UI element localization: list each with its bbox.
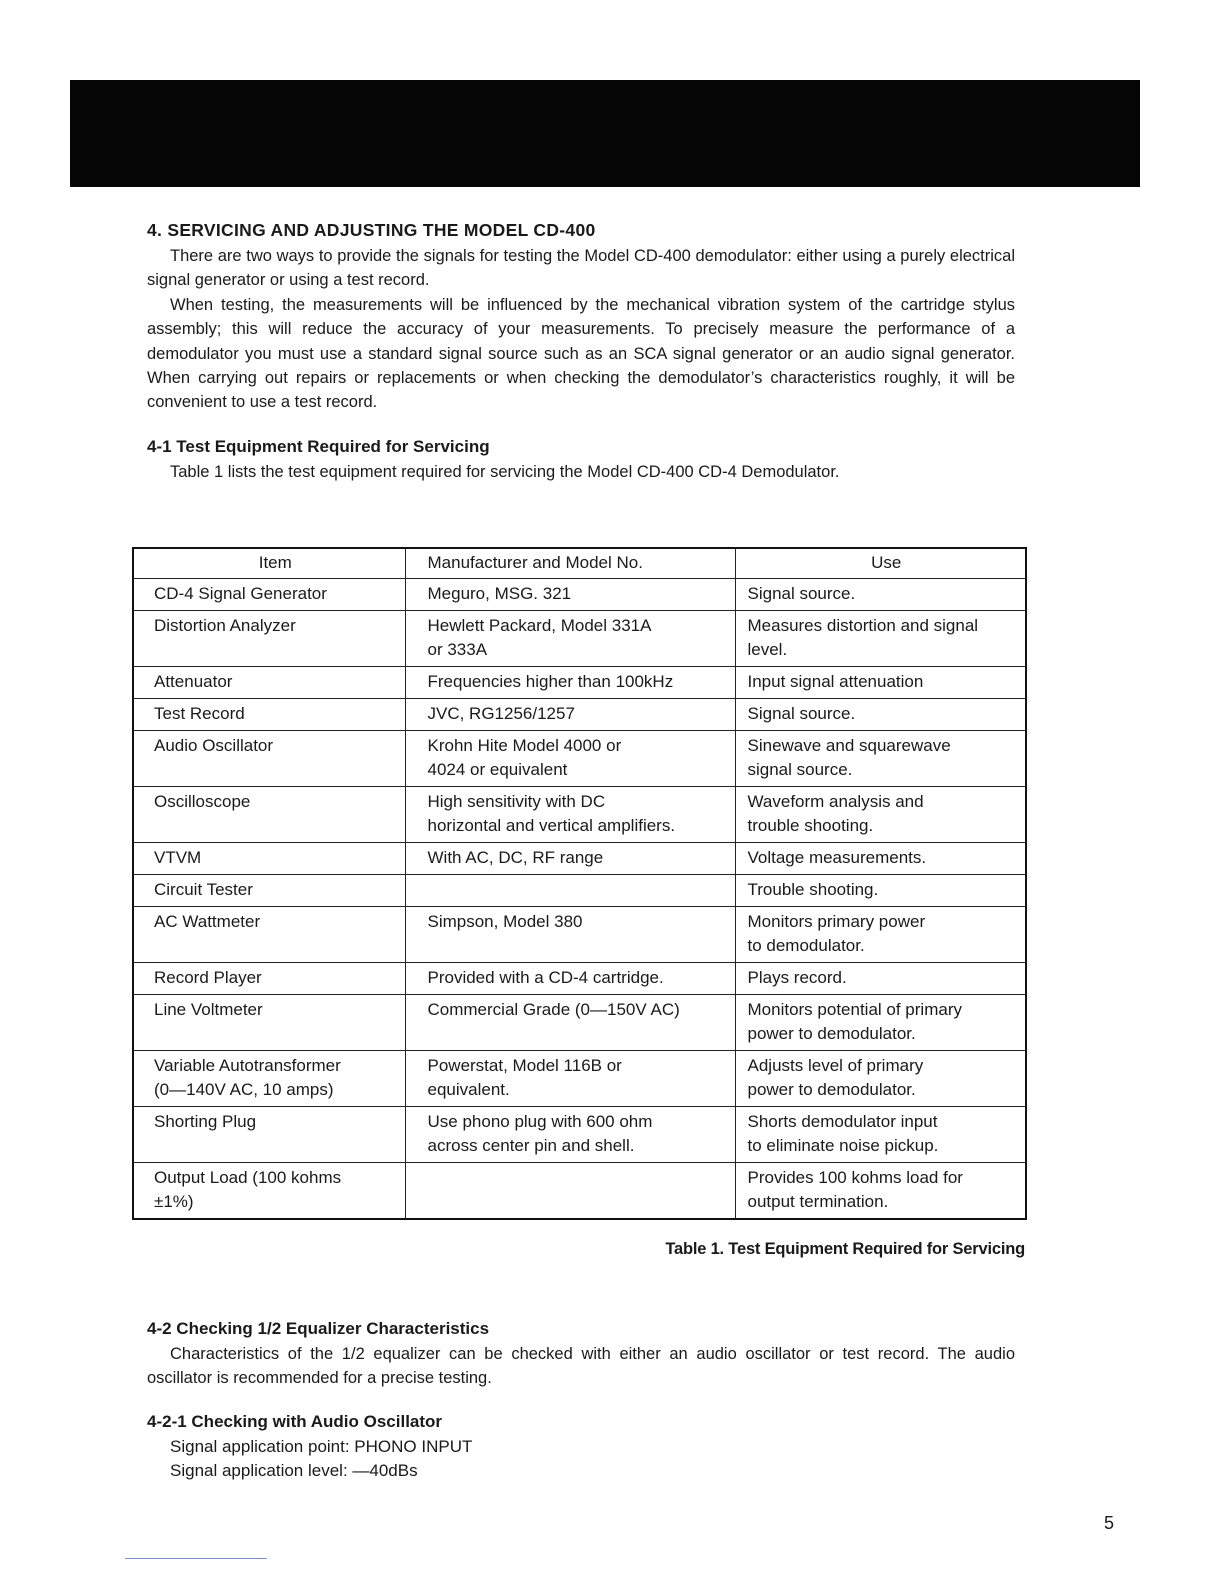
section-4-1-text: Table 1 lists the test equipment required for servicing the Model CD-400 CD-4 Demodulator. [170,462,840,481]
cell-manufacturer: With AC, DC, RF range [405,843,735,875]
cell-item: Audio Oscillator [133,731,405,787]
table-row [133,1051,1026,1107]
cell-item: Attenuator [133,667,405,699]
header-banner [70,80,1140,187]
cell-item: Output Load (100 kohms ±1%) [133,1163,405,1220]
equalizer-section [147,1317,1015,1484]
page-number: 5 [1104,1513,1115,1533]
cell-item: Test Record [133,699,405,731]
cell-manufacturer: Simpson, Model 380 [405,907,735,963]
intro-section [147,218,1015,484]
bottom-rule [125,1558,267,1559]
table-row [133,699,1026,731]
cell-manufacturer: JVC, RG1256/1257 [405,699,735,731]
cell-manufacturer: High sensitivity with DC horizontal and vertical amplifiers. [405,787,735,843]
section-4-1-heading: 4-1 Test Equipment Required for Servicing [147,436,490,456]
cell-item: Record Player [133,963,405,995]
cell-item: Circuit Tester [133,875,405,907]
cell-manufacturer [405,1163,735,1220]
cell-use: Signal source. [735,579,1026,611]
cell-use: Input signal attenuation [735,667,1026,699]
table-row [133,907,1026,963]
table-row [133,875,1026,907]
table-caption: Table 1. Test Equipment Required for Servicing [665,1240,1025,1258]
cell-use: Waveform analysis and trouble shooting. [735,787,1026,843]
table-row [133,843,1026,875]
section-4-2-text: Characteristics of the 1/2 equalizer can be checked with either an audio oscillator or test record. The audio oscillator is recommended for a precise testing. [147,1345,1015,1388]
table-row [133,611,1026,667]
cell-manufacturer: Use phono plug with 600 ohm across center pin and shell. [405,1107,735,1163]
cell-manufacturer: Powerstat, Model 116B or equivalent. [405,1051,735,1107]
cell-use: Shorts demodulator input to eliminate noise pickup. [735,1107,1026,1163]
cell-use: Monitors potential of primary power to demodulator. [735,995,1026,1051]
cell-use: Measures distortion and signal level. [735,611,1026,667]
header-use: Use [735,548,1026,579]
cell-manufacturer: Provided with a CD-4 cartridge. [405,963,735,995]
cell-manufacturer: Commercial Grade (0—150V AC) [405,995,735,1051]
cell-use: Trouble shooting. [735,875,1026,907]
paragraph-2: When testing, the measurements will be influenced by the mechanical vibration system of the cartridge stylus assembly; this will reduce the accuracy of your measurements. To precisely measure the performance of a demodulator you must use a standard signal source such as an SCA signal generator or an audio signal generator. When carrying out repairs or replacements or when checking the demodulator’s characteristics roughly, it will be convenient to use a test record. [147,295,1015,412]
cell-manufacturer: Meguro, MSG. 321 [405,579,735,611]
header-manufacturer: Manufacturer and Model No. [405,548,735,579]
cell-use: Plays record. [735,963,1026,995]
table-body [133,579,1026,1220]
cell-use: Signal source. [735,699,1026,731]
table-row [133,995,1026,1051]
paragraph-1: There are two ways to provide the signals for testing the Model CD-400 demodulator: either using a purely electrical signal generator or using a test record. [147,247,1015,290]
table-row [133,1163,1026,1220]
cell-item: Variable Autotransformer (0—140V AC, 10 amps) [133,1051,405,1107]
test-equipment-table [132,547,1027,1220]
table-row [133,963,1026,995]
section-4-2-1-heading: 4-2-1 Checking with Audio Oscillator [147,1411,443,1431]
cell-manufacturer [405,875,735,907]
cell-manufacturer: Krohn Hite Model 4000 or 4024 or equivalent [405,731,735,787]
cell-item: AC Wattmeter [133,907,405,963]
cell-item: Line Voltmeter [133,995,405,1051]
cell-manufacturer: Frequencies higher than 100kHz [405,667,735,699]
cell-use: Sinewave and squarewave signal source. [735,731,1026,787]
section-4-heading: 4. SERVICING AND ADJUSTING THE MODEL CD-400 [147,220,596,240]
cell-use: Adjusts level of primary power to demodulator. [735,1051,1026,1107]
signal-application-level: Signal application level: —40dBs [170,1461,418,1481]
table-header-row [133,548,1026,579]
cell-item: Distortion Analyzer [133,611,405,667]
cell-use: Provides 100 kohms load for output termination. [735,1163,1026,1220]
header-item: Item [133,548,405,579]
cell-item: VTVM [133,843,405,875]
table-row [133,579,1026,611]
cell-use: Voltage measurements. [735,843,1026,875]
table-row [133,731,1026,787]
table-row [133,787,1026,843]
cell-item: Shorting Plug [133,1107,405,1163]
cell-item: Oscilloscope [133,787,405,843]
table-row [133,667,1026,699]
section-4-2-heading: 4-2 Checking 1/2 Equalizer Characteristics [147,1319,490,1338]
cell-use: Monitors primary power to demodulator. [735,907,1026,963]
table-row [133,1107,1026,1163]
signal-application-point: Signal application point: PHONO INPUT [170,1436,473,1456]
cell-item: CD-4 Signal Generator [133,579,405,611]
cell-manufacturer: Hewlett Packard, Model 331A or 333A [405,611,735,667]
